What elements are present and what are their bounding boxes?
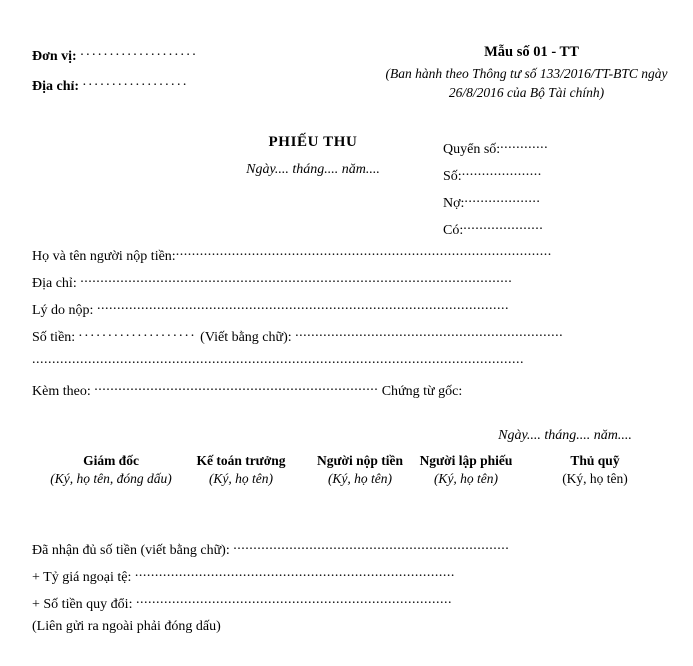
credit-account-dot-leader: .................... xyxy=(463,218,544,233)
amount-label: Số tiền: xyxy=(32,330,76,345)
unit-label: Đơn vị: xyxy=(32,49,77,64)
signature-role-label: Giám đốc xyxy=(83,453,139,468)
exchange-rate-label: + Tỷ giá ngoại tệ: xyxy=(32,570,132,585)
receipt-number-label: Số: xyxy=(443,169,462,184)
signature-note-label: (Ký, họ tên, đóng dấu) xyxy=(50,471,172,486)
signature-column-chief-accountant xyxy=(180,452,302,488)
amount-received-field xyxy=(32,538,509,559)
payer-name-field xyxy=(32,244,552,265)
exchange-rate-dot-leader: ................................................................................ xyxy=(134,565,455,580)
attachment-dot-leader: ....................................................................... xyxy=(94,379,379,394)
amount-in-words-label: (Viết bằng chữ): xyxy=(200,330,292,345)
amount-dot-leader: .................... xyxy=(78,325,197,340)
external-copy-note: (Liên gửi ra ngoài phải đóng dấu) xyxy=(32,619,221,634)
address-label: Địa chỉ: xyxy=(32,79,80,94)
payer-address-dot-leader: ............................................................................................................ xyxy=(80,271,513,286)
exchange-rate-field xyxy=(32,565,455,586)
amount-received-label: Đã nhận đủ số tiền (viết bằng chữ): xyxy=(32,543,230,558)
amount-in-words-dot-leader: ................................................................... xyxy=(295,325,564,340)
signature-role-label: Kế toán trưởng xyxy=(196,453,286,468)
debit-account-field xyxy=(443,191,540,212)
amount-received-dot-leader: ..................................................................... xyxy=(233,538,510,553)
signature-role-label: Người lập phiếu xyxy=(419,453,513,468)
payer-address-field xyxy=(32,271,512,292)
converted-amount-dot-leader: ............................................................................... xyxy=(135,592,452,607)
payment-reason-label: Lý do nộp: xyxy=(32,303,94,318)
amount-field xyxy=(32,325,563,346)
receipt-number-dot-leader: .................... xyxy=(461,164,542,179)
form-code: Mẫu số 01 - TT xyxy=(484,44,579,60)
address-field-line xyxy=(32,74,189,95)
payment-reason-field xyxy=(32,298,509,319)
page-title: PHIẾU THU xyxy=(268,134,358,150)
document-date-line: Ngày.... tháng.... năm.... xyxy=(246,162,380,177)
signature-note-label: (Ký, họ tên) xyxy=(562,471,628,486)
signature-date-line: Ngày.... tháng.... năm.... xyxy=(498,428,632,443)
address-dot-leader: .................. xyxy=(82,74,189,89)
receipt-number-field xyxy=(443,164,542,185)
payer-name-label: Họ và tên người nộp tiền: xyxy=(32,249,176,264)
signature-note-label: (Ký, họ tên) xyxy=(327,471,393,486)
original-documents-label: Chứng từ gốc: xyxy=(381,384,463,399)
signature-column-preparer xyxy=(414,452,518,488)
converted-amount-field xyxy=(32,592,452,613)
attachment-field xyxy=(32,379,462,400)
book-number-field xyxy=(443,137,548,158)
book-number-label: Quyển số: xyxy=(443,142,501,157)
signature-role-label: Thủ quỹ xyxy=(570,453,620,468)
payment-reason-dot-leader: ....................................................................................................... xyxy=(96,298,509,313)
converted-amount-label: + Số tiền quy đổi: xyxy=(32,597,133,612)
signature-note-label: (Ký, họ tên) xyxy=(208,471,274,486)
payer-address-label: Địa chỉ: xyxy=(32,276,77,291)
unit-field-line xyxy=(32,44,198,65)
amount-in-words-continuation xyxy=(32,352,524,373)
continuation-dot-leader: ........................................................................................................................... xyxy=(32,352,524,367)
attachment-label: Kèm theo: xyxy=(32,384,91,399)
credit-account-field xyxy=(443,218,543,239)
signature-role-label: Người nộp tiền xyxy=(316,453,404,468)
signature-note-label: (Ký, họ tên) xyxy=(433,471,499,486)
signature-column-payer xyxy=(310,452,410,488)
debit-account-dot-leader: ................... xyxy=(464,191,541,206)
form-issue-reference: (Ban hành theo Thông tư số 133/2016/TT-BTC ngày 26/8/2016 của Bộ Tài chính) xyxy=(385,66,668,100)
debit-account-label: Nợ: xyxy=(443,196,465,211)
signature-column-director xyxy=(50,452,172,488)
payer-name-dot-leader: .............................................................................................. xyxy=(175,244,552,259)
credit-account-label: Có: xyxy=(443,223,464,238)
book-number-dot-leader: ............ xyxy=(500,137,549,152)
unit-dot-leader: .................... xyxy=(80,44,199,59)
signature-column-treasurer xyxy=(530,452,660,488)
